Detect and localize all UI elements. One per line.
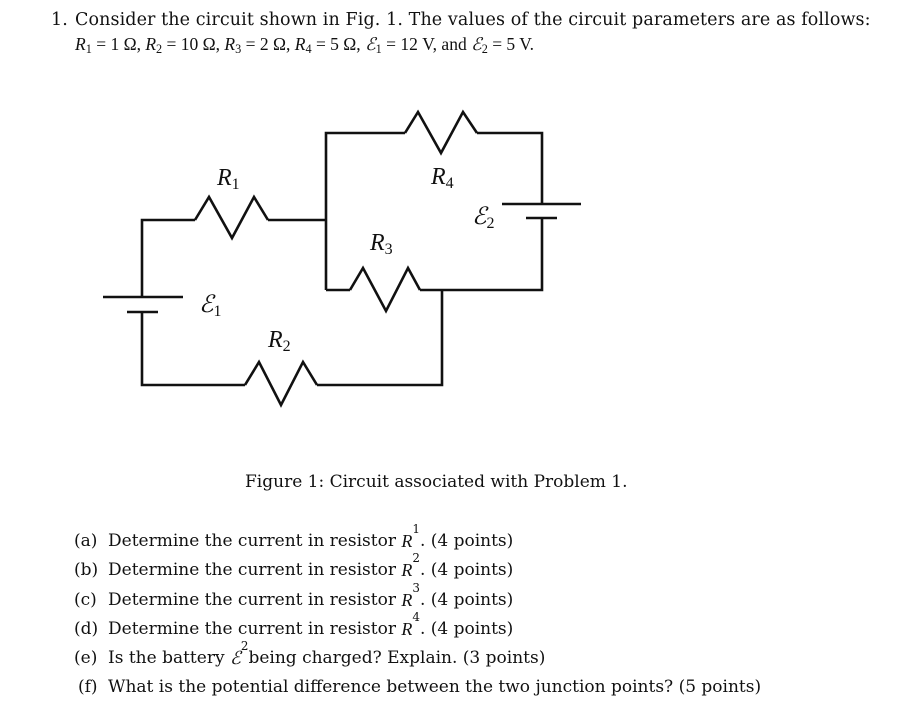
param-r4: $R_4 = 5$ Ω, [294,34,361,56]
circuit-labels [199,164,495,355]
question-part-a: (a) Determine the current in resistor R 1 . (4 points) [74,522,514,551]
figure-caption: Figure 1: Circuit associated with Problem 1. [245,472,628,492]
question-parts [74,522,762,705]
problem-intro: Consider the circuit shown in Fig. 1. The values of the circuit parameters are as follows: [75,10,871,30]
resistor-r1 [195,197,268,238]
question-part-d: (d) Determine the current in resistor R 4 . (4 points) [74,609,514,639]
label-e2: ℰ2 [472,204,495,232]
wire-top-right [477,133,542,204]
label-r2: R2 [268,327,291,355]
wire-left-lower [142,312,245,385]
param-e1: ℰ$_1$ = 12 V, and [365,34,467,56]
param-e2: ℰ$_2$ = 5 V. [471,34,534,56]
label-r3: R3 [370,230,393,258]
label-e1: ℰ1 [199,292,222,320]
question-part-e: (e) Is the battery ℰ 2 being charged? Explain. (3 points) [74,639,546,669]
question-part-c: (c) Determine the current in resistor R 3 . (4 points) [74,580,514,610]
param-r3: $R_3 = 2$ Ω, [224,34,291,56]
wire-left [142,220,195,297]
param-r2: $R_2 = 10$ Ω, [145,34,221,56]
wire-bottom [317,290,442,385]
resistor-r3 [350,268,420,311]
param-r1: $R_1 = 1$ Ω, [75,34,141,56]
question-part-f: (f) What is the potential difference between the two junction points? (5 points) [78,677,762,698]
label-r4: R4 [431,164,454,192]
resistor-r4 [405,112,477,153]
resistor-r2 [245,362,317,405]
wire-junction-left [326,133,405,290]
question-part-b: (b) Determine the current in resistor R 2 . (4 points) [74,551,514,581]
problem-number: 1. [51,10,68,30]
label-r1: R1 [217,165,240,193]
